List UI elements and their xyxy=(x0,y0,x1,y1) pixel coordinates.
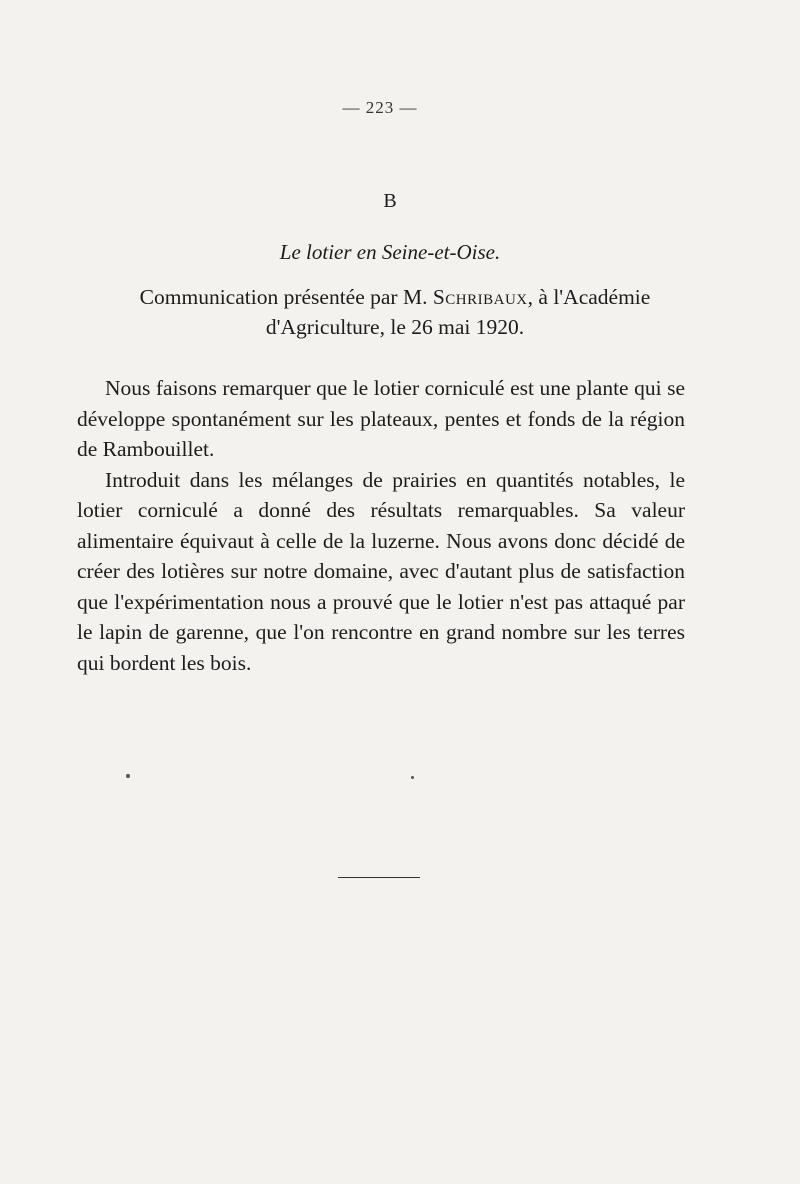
body-text xyxy=(77,373,685,678)
author-name: Schribaux xyxy=(432,285,528,309)
ink-speck xyxy=(411,776,414,779)
paragraph: Nous faisons remarquer que le lotier corniculé est une plante qui se développe spontanément sur les plateaux, pentes et fonds de la région de Rambouillet. xyxy=(77,376,685,461)
section-letter: B xyxy=(383,190,397,212)
byline-prefix: Communication présentée par M. xyxy=(139,285,428,309)
article-title: Le lotier en Seine-et-Oise. xyxy=(279,240,501,264)
communication-byline xyxy=(95,282,695,342)
page-number: — 223 — xyxy=(342,98,418,117)
ink-speck xyxy=(126,774,130,778)
end-rule xyxy=(338,877,420,878)
byline-suffix: , à l'Académie xyxy=(527,285,651,309)
paragraph: Introduit dans les mélanges de prairies en quantités notables, le lotier corniculé a donné des résultats remarquables. Sa valeur alimentaire équivaut à celle de la luzerne. Nous avons donc décidé de créer des lotières sur notre domaine, avec d'autant plus de satisfaction que l'expérimentation nous a prouvé que le lotier n'est pas attaqué par le lapin de garenne, que l'on rencontre en grand nombre sur les terres qui bordent les bois. xyxy=(77,467,685,675)
byline-date: d'Agriculture, le 26 mai 1920. xyxy=(265,315,525,339)
